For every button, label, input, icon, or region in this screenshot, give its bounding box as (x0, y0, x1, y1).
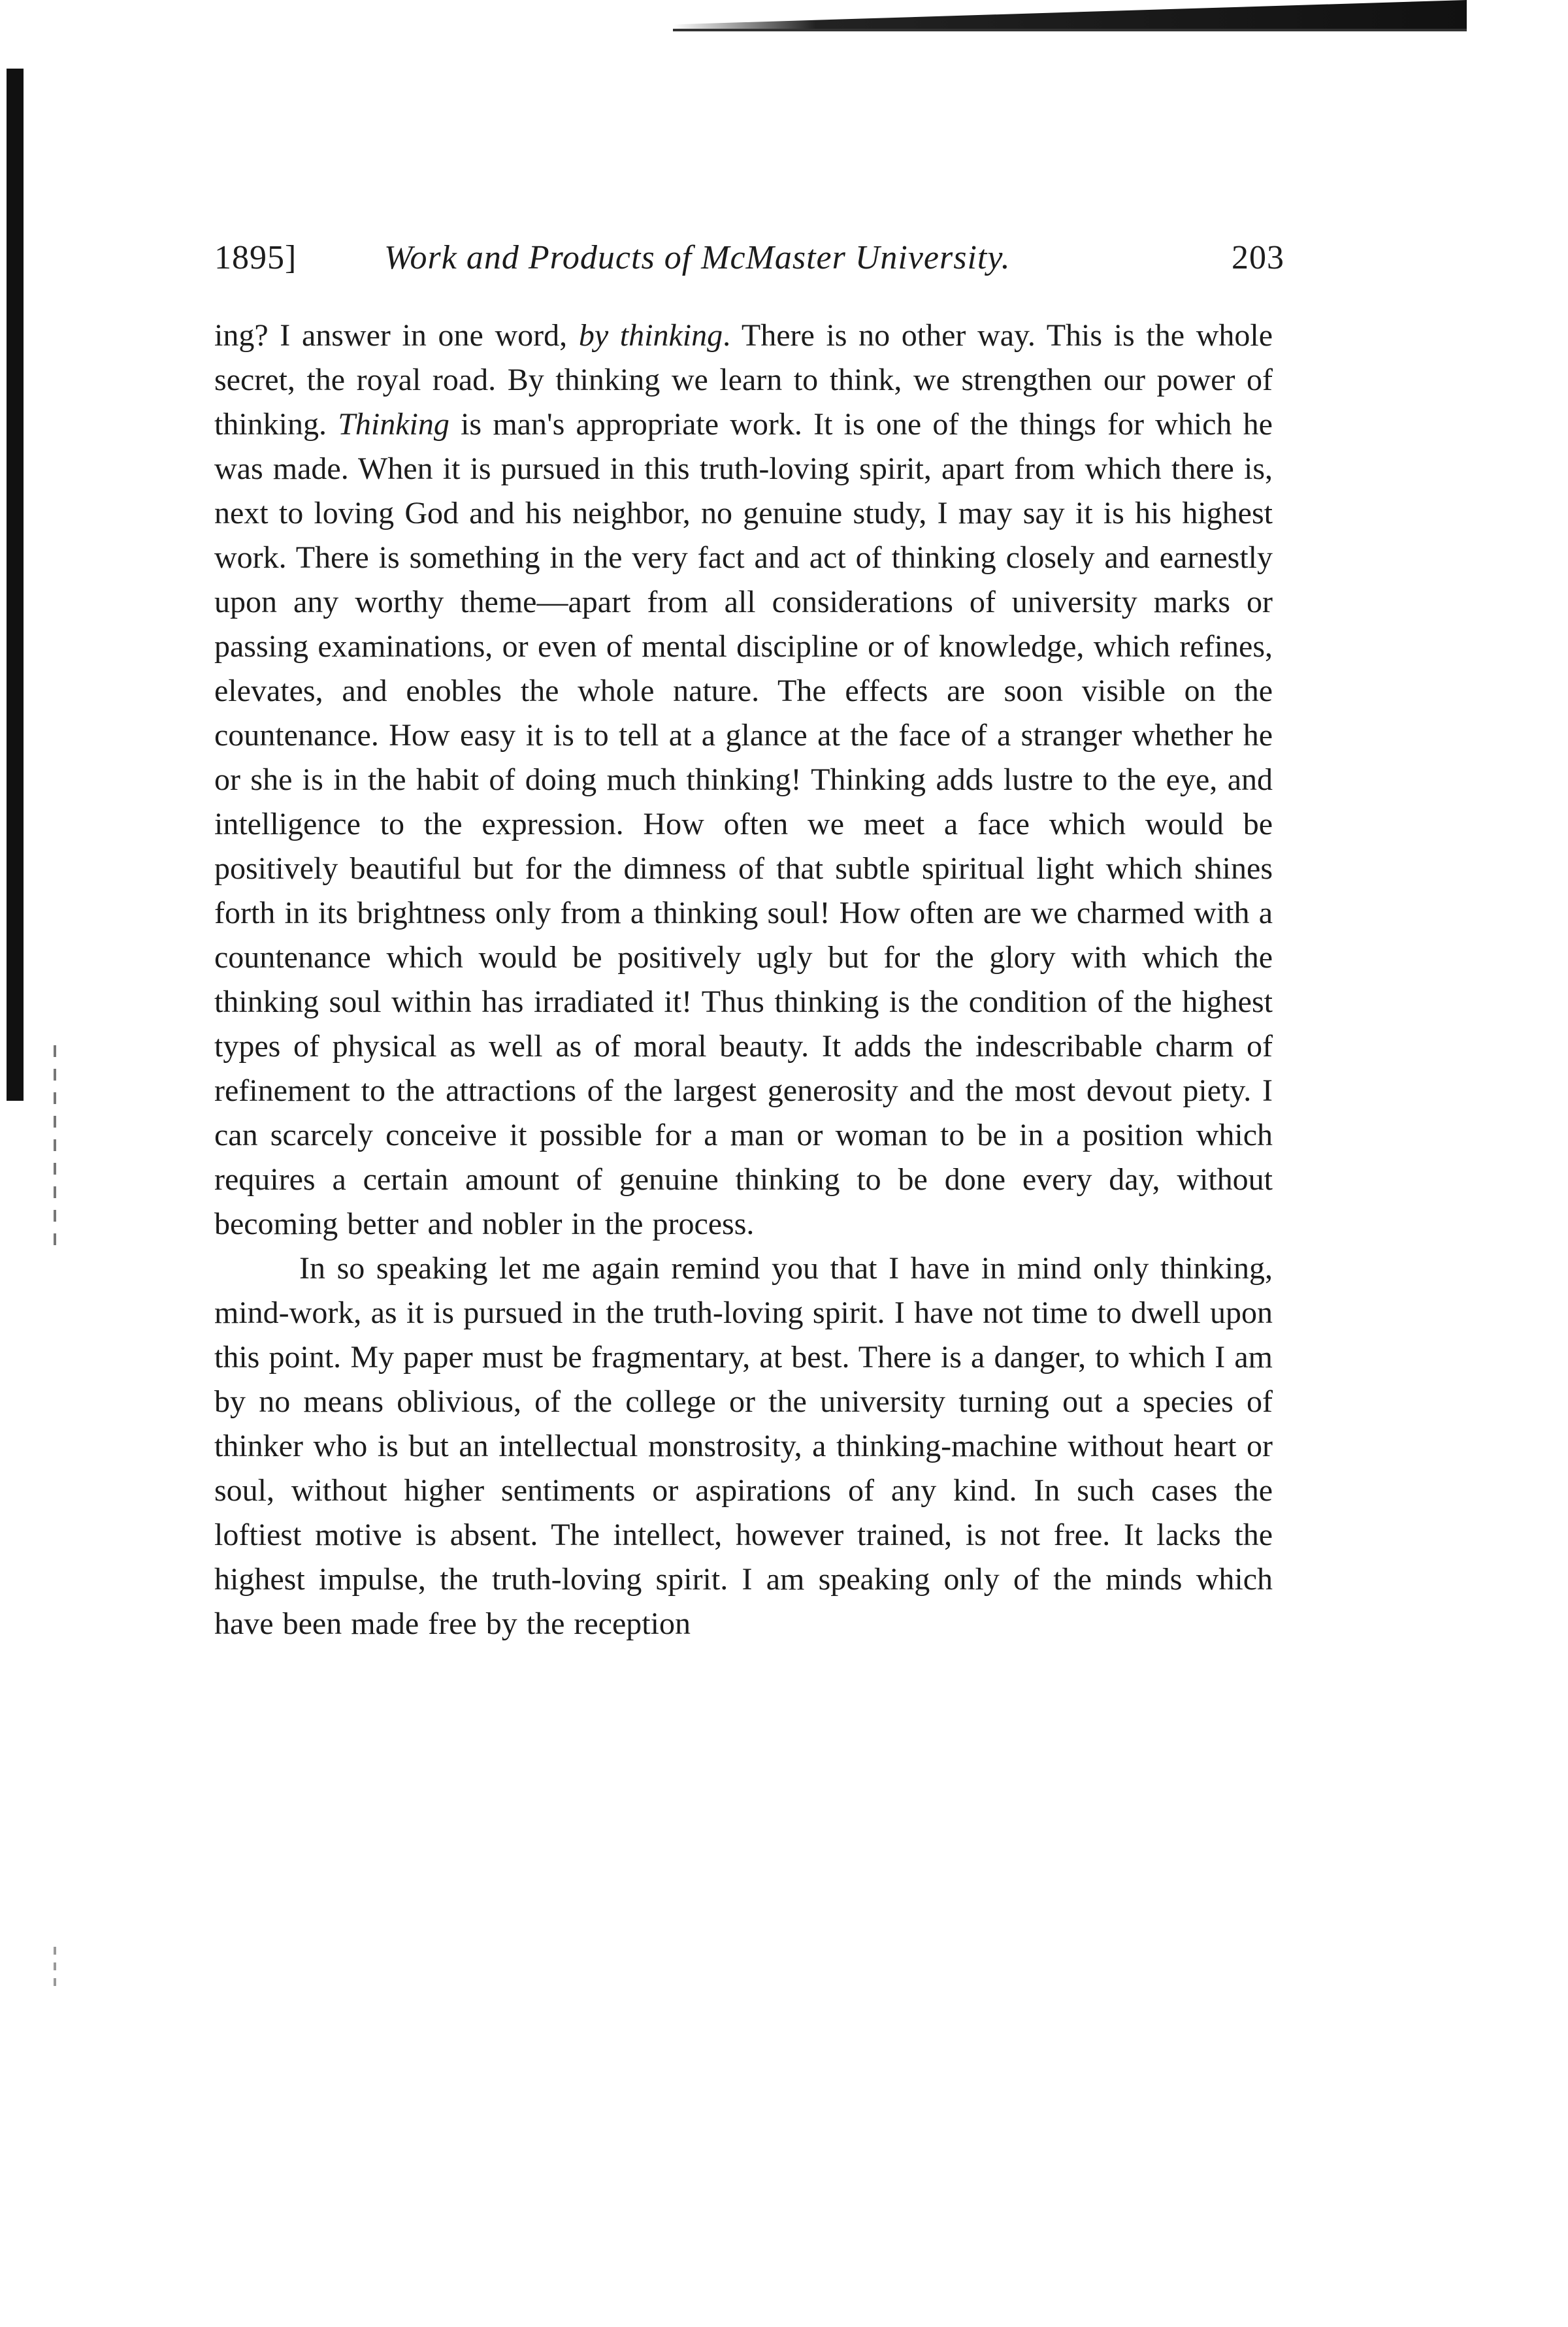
scan-artifact-left-dashes-lower (54, 1947, 56, 1986)
text-segment: In so speaking let me again remind you that I have in mind only thinking, mind-work, as it is pursued in the truth-loving spirit. I have not time to dwell upon this point. My paper must be fragmentary, at best. There is a danger, to which I am by no means oblivious, of the college or the university turning out a species of thinker who is but an intellectual monstrosity, a thinking-machine without heart or soul, without higher sentiments or aspirations of any kind. In such cases the loftiest motive is absent. The intellect, however trained, is not free. It lacks the highest impulse, the truth-loving spirit. I am speaking only of the minds which have been made free by the reception (214, 1251, 1273, 1641)
scan-artifact-left-dashes (54, 1045, 56, 1254)
page-number: 203 (1232, 239, 1284, 276)
text-segment: ing? I answer in one word, (214, 318, 579, 353)
italic-text: Thinking (338, 407, 449, 442)
text-segment: . There is no other way. This is the whole secret, the royal road. By thinking we learn to think, we strengthen our power of thinking. (214, 318, 1273, 442)
paragraph-2 (214, 1246, 1273, 1646)
paragraph-1 (214, 314, 1273, 1246)
header-year: 1895] (214, 239, 297, 276)
scan-artifact-left-edge (7, 69, 24, 1101)
italic-text: by thinking (578, 318, 723, 353)
text-segment: is man's appropriate work. It is one of the things for which he was made. When it is pursued in this truth-loving spirit, apart from which there is, next to loving God and his neighbor, no genuine study, I may say it is his highest work. There is something in the very fact and act of thinking closely and earnestly upon any worthy theme—apart from all considerations of university marks or passing examinations, or even of mental discipline or of knowledge, which refines, elevates, and enobles the whole nature. The effects are soon visible on the countenance. How easy it is to tell at a glance at the face of a stranger whether he or she is in the habit of doing much thinking! Thinking adds lustre to the eye, and intelligence to the expression. How often we meet a face which would be positively beautiful but for the dimness of that subtle spiritual light which shines forth in its brightness only from a thinking soul! How often are we charmed with a countenance which would be positively ugly but for the glory with which the thinking soul within has irradiated it! Thus thinking is the condition of the highest types of physical as well as of moral beauty. It adds the indescribable charm of refinement to the attractions of the largest generosity and the most devout piety. I can scarcely conceive it possible for a man or woman to be in a position which requires a certain amount of genuine thinking to be done every day, without becoming better and nobler in the process. (214, 407, 1273, 1241)
page-header (214, 235, 1284, 281)
body-text (214, 314, 1273, 1646)
scan-artifact-top-line (673, 29, 1467, 31)
running-title: Work and Products of McMaster University. (384, 239, 1011, 276)
scan-artifact-top (673, 0, 1467, 31)
